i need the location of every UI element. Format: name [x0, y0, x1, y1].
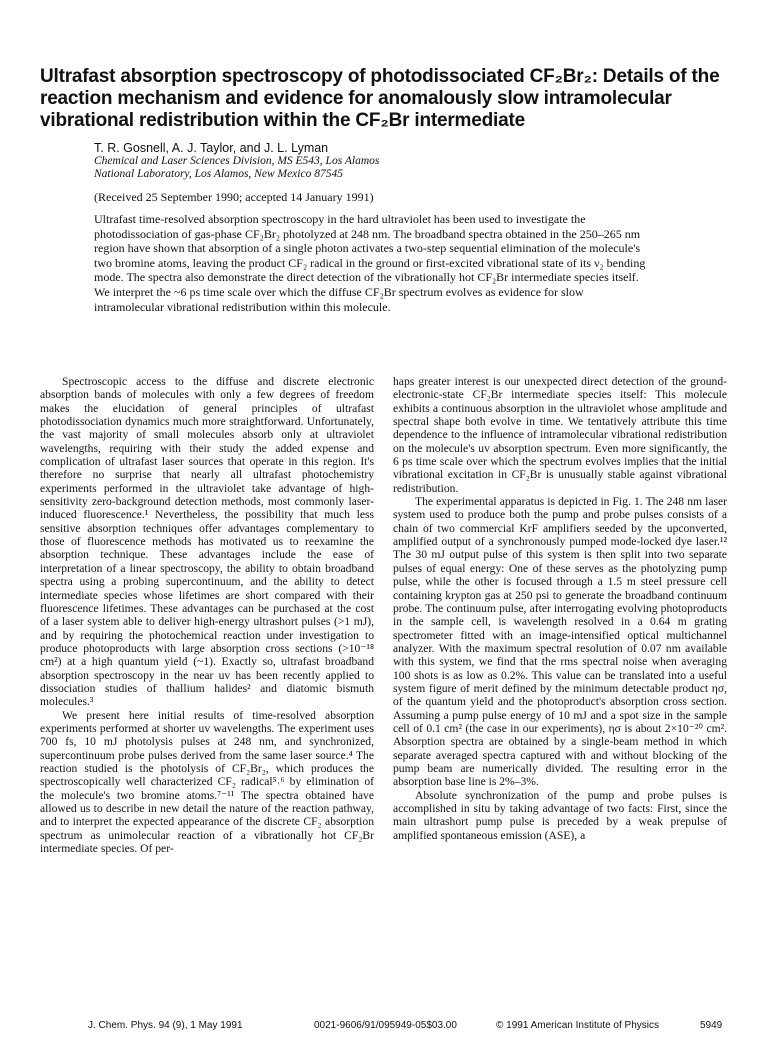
abstract: Ultrafast time-resolved absorption spectroscopy in the hard ultraviolet has been used to investigate the photodissociation of gas-phase CF₂Br₂ photolyzed at 248 nm. The broadband spectra obtained in the 250–265 nm region have shown that absorption of a single photon activates a two-step sequential elimination of the molecule's two bromine atoms, leaving the product CF₂ radical in the ground or first-excited vibrational state of its ν₂ bending mode. The spectra also demonstrate the direct detection of the vibrationally hot CF₂Br intermediate species itself. We interpret the ~6 ps time scale over which the diffuse CF₂Br spectrum evolves as evidence for slow intramolecular vibrational redistribution within this molecule.	[94, 212, 646, 314]
received-dates: (Received 25 September 1990; accepted 14 January 1991)	[94, 190, 374, 204]
body-paragraph: Absolute synchronization of the pump and probe pulses is accomplished in situ by taking advantage of two facts: First, since the main ultrashort pump pulse is preceded by a weak prepulse of amplified spontaneous emission (ASE), a	[393, 788, 727, 842]
paper-title: Ultrafast absorption spectroscopy of photodissociated CF₂Br₂: Details of the reaction mechanism and evidence for anomalously slow intramolecular vibrational redistribution within the CF₂Br intermediate	[40, 66, 720, 131]
affiliation: Chemical and Laser Sciences Division, MS E543, Los Alamos National Laboratory, Los Alamos, New Mexico 87545	[94, 155, 380, 180]
footer-journal-citation: J. Chem. Phys. 94 (9), 1 May 1991	[88, 1020, 243, 1031]
body-paragraph: The experimental apparatus is depicted in Fig. 1. The 248 nm laser system used to produce both the pump and probe pulses consists of a chain of two commercial KrF amplifiers seeded by the upconverted, amplified output of a synchronously pumped mode-locked dye laser.¹² The 30 mJ output pulse of this system is then split into two separate pulses of equal energy: One of these serves as the photolyzing pump pulse, while the other is focused through a 1.5 m steel pressure cell containing krypton gas at 250 psi to generate the broadband continuum probe. The continuum pulse, after interrogating evolving photoproducts in the sample cell, is wavelength resolved in a 0.64 m grating spectrometer fitted with an image-intensified optical multichannel analyzer. With the maximum spectral resolution of 0.07 nm available with this system, we find that the rms spectral noise when averaging 100 shots is as low as 0.2%. This value can be translated into a useful system figure of merit defined by the minimum detectable product ησ, of the quantum yield and the photoproduct's absorption cross section. Assuming a pump pulse energy of 10 mJ and a spot size in the sample cell of 0.1 cm² (the case in our experiments), ησ is about 2×10⁻²⁰ cm². Absorption spectra are obtained by a single-beam method in which separate averaged spectra captured with and without blocking of the pump beam are numerically divided. The resulting error in the absorption base line is 2%–3%.	[393, 495, 727, 789]
body-paragraph: haps greater interest is our unexpected direct detection of the ground-electronic-state CF₂Br intermediate species itself: This molecule exhibits a continuous absorption in the ultraviolet whose amplitude and spectral shape both evolve in time. We tentatively attribute this time dependence to the influence of intramolecular vibrational redistribution on the molecule's uv absorption spectrum. Even more significantly, the 6 ps time scale over which the spectrum evolves implies that the initial vibrational excitation in CF₂Br is unusually stable against vibrational redistribution.	[393, 375, 727, 495]
body-paragraph: Spectroscopic access to the diffuse and discrete electronic absorption bands of molecules with only a few degrees of freedom makes the elucidation of general principles of ultrafast photodissociation dynamics much more straightforward. Unfortunately, the vast majority of small molecules absorb only at ultraviolet wavelengths, requiring with their study the added expense and complication of ultrafast laser sources that operate in this region. It's therefore no surprise that nearly all ultrafast photochemistry experiments performed in the ultraviolet take advantage of high-sensitivity zero-background detection methods, most commonly laser-induced fluorescence.¹ Nevertheless, the possibility that much less sensitive absorption techniques offer advantages complementary to those of fluorescence methods has motivated us to reexamine the absorption technique. These advantages include the ease of interpretation of a linear spectroscopy, the ability to obtain broadband spectra using a probing supercontinuum, and the ability to detect intermediate species whose lifetimes are short compared with their fluorescence lifetimes. These advantages can be purchased at the cost of a laser system able to deliver high-energy ultrashort pulses (>1 mJ), and by requiring the photochemical reaction under investigation to produce photoproducts with large absorption cross sections (>10⁻¹⁸ cm²) at a high quantum yield (~1). Exactly so, ultrafast broadband absorption spectroscopy in the near uv has been recently applied to dissociation studies of thallium halides² and diatomic bismuth molecules.³	[40, 375, 374, 709]
author-list: T. R. Gosnell, A. J. Taylor, and J. L. Lyman	[94, 141, 329, 155]
body-column-right	[393, 375, 727, 842]
body-paragraph: We present here initial results of time-resolved absorption experiments performed at shorter uv wavelengths. The experiment uses 700 fs, 10 mJ photolysis pulses at 248 nm, and synchronized, supercontinuum probe pulses derived from the same laser source.⁴ The reaction studied is the photolysis of CF₂Br₂, which produces the spectroscopically well characterized CF₂ radical⁵˒⁶ by elimination of the molecule's two bromine atoms.⁷⁻¹¹ The spectra obtained have allowed us to describe in new detail the nature of the reaction pathway, and to interpret the expected appearance of the discrete CF₂ absorption spectrum as unimolecular reaction of a vibrationally hot CF₂Br intermediate species. Of per-	[40, 708, 374, 856]
page-number: 5949	[700, 1020, 723, 1031]
footer-article-code: 0021-9606/91/095949-05$03.00	[314, 1020, 457, 1031]
footer-copyright: © 1991 American Institute of Physics	[496, 1020, 660, 1031]
body-column-left	[40, 375, 374, 855]
